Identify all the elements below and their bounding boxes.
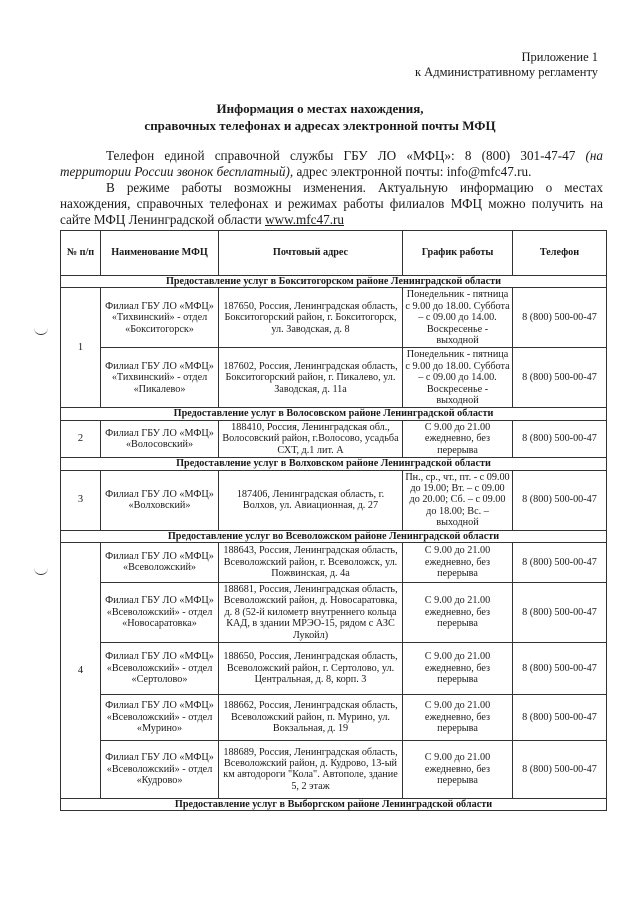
table-row xyxy=(61,542,607,582)
scan-mark xyxy=(34,566,48,575)
header-num: № п/п xyxy=(61,231,101,276)
phone-cell: 8 (800) 500-00-47 xyxy=(513,348,607,408)
phone-cell: 8 (800) 500-00-47 xyxy=(513,542,607,582)
section-row xyxy=(61,530,607,542)
title-line-1: Информация о местах нахождения, xyxy=(216,101,424,116)
address-cell: 187650, Россия, Ленинградская область, Бокситогорский район, г. Бокситогорск, ул. Заводская, д. 8 xyxy=(219,288,403,348)
section-title: Предоставление услуг во Всеволожском районе Ленинградской области xyxy=(61,530,607,542)
phone-cell: 8 (800) 500-00-47 xyxy=(513,740,607,798)
section-title: Предоставление услуг в Волховском районе Ленинградской области xyxy=(61,458,607,470)
section-row xyxy=(61,458,607,470)
schedule-cell: С 9.00 до 21.00 ежедневно, без перерыва xyxy=(403,420,513,457)
address-cell: 188681, Россия, Ленинградская область, Всеволожский район, д. Новосаратовка, д. 8 (52-й километр внутреннего кольца КАД, в здании МРЭО-15, рядом с АЗС Лукойл) xyxy=(219,582,403,642)
intro-p1-italic: (на территории России звонок бесплатный), xyxy=(60,148,603,179)
mfc-name-cell: Филиал ГБУ ЛО «МФЦ» «Волосовский» xyxy=(101,420,219,457)
address-cell: 188410, Россия, Ленинградская обл., Волосовский район, г.Волосово, усадьба СХТ, д.1 лит. А xyxy=(219,420,403,457)
mfc-name-cell: Филиал ГБУ ЛО «МФЦ» «Тихвинский» - отдел «Бокситогорск» xyxy=(101,288,219,348)
row-number: 1 xyxy=(61,288,101,408)
schedule-cell: Понедельник - пятница с 9.00 до 18.00. Суббота – с 09.00 до 14.00. Воскресенье - выходной xyxy=(403,348,513,408)
section-row xyxy=(61,408,607,420)
phone-cell: 8 (800) 500-00-47 xyxy=(513,470,607,530)
website-link[interactable]: www.mfc47.ru xyxy=(265,212,344,227)
table-row xyxy=(61,740,607,798)
row-number: 2 xyxy=(61,420,101,457)
phone-cell: 8 (800) 500-00-47 xyxy=(513,642,607,694)
intro-p1-text-b: адрес электронной почты: info@mfc47.ru. xyxy=(293,164,532,179)
address-cell: 188662, Россия, Ленинградская область, Всеволожский район, п. Мурино, ул. Вокзальная, д. 19 xyxy=(219,694,403,740)
mfc-name-cell: Филиал ГБУ ЛО «МФЦ» «Волховский» xyxy=(101,470,219,530)
header-name: Наименование МФЦ xyxy=(101,231,219,276)
appendix-note xyxy=(415,50,598,80)
document-title xyxy=(0,100,640,134)
title-line-2: справочных телефонах и адресах электронной почты МФЦ xyxy=(144,118,496,133)
mfc-name-cell: Филиал ГБУ ЛО «МФЦ» «Всеволожский» - отдел «Кудрово» xyxy=(101,740,219,798)
intro-paragraph-2 xyxy=(60,180,603,228)
appendix-line-2: к Административному регламенту xyxy=(414,65,598,79)
address-cell: 187406, Ленинградская область, г. Волхов, ул. Авиационная, д. 27 xyxy=(219,470,403,530)
phone-cell: 8 (800) 500-00-47 xyxy=(513,288,607,348)
table-row xyxy=(61,582,607,642)
section-row xyxy=(61,276,607,288)
phone-cell: 8 (800) 500-00-47 xyxy=(513,582,607,642)
address-cell: 188689, Россия, Ленинградская область, Всеволожский район, д. Кудрово, 13-ый км автодороги "Кола". Автополе, здание 5, 2 этаж xyxy=(219,740,403,798)
section-title: Предоставление услуг в Выборгском районе Ленинградской области xyxy=(61,798,607,810)
table-header-row xyxy=(61,231,607,276)
table-body xyxy=(61,276,607,811)
table-row xyxy=(61,694,607,740)
address-cell: 187602, Россия, Ленинградская область, Бокситогорский район, г. Пикалево, ул. Заводская, д. 11а xyxy=(219,348,403,408)
schedule-cell: С 9.00 до 21.00 ежедневно, без перерыва xyxy=(403,694,513,740)
intro-p2-text: В режиме работы возможны изменения. Актуальную информацию о местах нахождения, справочных телефонах и режимах работы филиалов МФЦ можно получить на сайте МФЦ Ленинградской области xyxy=(60,180,603,227)
table-row xyxy=(61,288,607,348)
table-row xyxy=(61,642,607,694)
schedule-cell: Пн., ср., чт., пт. - с 09.00 до 19.00; Вт. – с 09.00 до 20.00; Сб. – с 09.00 до 18.00; Вс. – выходной xyxy=(403,470,513,530)
schedule-cell: С 9.00 до 21.00 ежедневно, без перерыва xyxy=(403,740,513,798)
table-row xyxy=(61,348,607,408)
schedule-cell: С 9.00 до 21.00 ежедневно, без перерыва xyxy=(403,582,513,642)
table-row xyxy=(61,470,607,530)
intro-text xyxy=(60,148,603,228)
mfc-table xyxy=(60,230,607,811)
section-title: Предоставление услуг в Волосовском районе Ленинградской области xyxy=(61,408,607,420)
mfc-name-cell: Филиал ГБУ ЛО «МФЦ» «Всеволожский» - отдел «Новосаратовка» xyxy=(101,582,219,642)
phone-cell: 8 (800) 500-00-47 xyxy=(513,694,607,740)
section-row xyxy=(61,798,607,810)
schedule-cell: Понедельник - пятница с 9.00 до 18.00. Суббота – с 09.00 до 14.00. Воскресенье - выходной xyxy=(403,288,513,348)
row-number: 4 xyxy=(61,542,101,798)
mfc-name-cell: Филиал ГБУ ЛО «МФЦ» «Всеволожский» - отдел «Мурино» xyxy=(101,694,219,740)
table-row xyxy=(61,420,607,457)
mfc-name-cell: Филиал ГБУ ЛО «МФЦ» «Всеволожский» - отдел «Сертолово» xyxy=(101,642,219,694)
schedule-cell: С 9.00 до 21.00 ежедневно, без перерыва xyxy=(403,642,513,694)
section-title: Предоставление услуг в Бокситогорском районе Ленинградской области xyxy=(61,276,607,288)
header-address: Почтовый адрес xyxy=(219,231,403,276)
mfc-name-cell: Филиал ГБУ ЛО «МФЦ» «Тихвинский» - отдел «Пикалево» xyxy=(101,348,219,408)
phone-cell: 8 (800) 500-00-47 xyxy=(513,420,607,457)
header-schedule: График работы xyxy=(403,231,513,276)
appendix-line-1: Приложение 1 xyxy=(521,50,598,64)
header-phone: Телефон xyxy=(513,231,607,276)
scan-mark xyxy=(34,326,48,335)
row-number: 3 xyxy=(61,470,101,530)
intro-paragraph-1 xyxy=(60,148,603,180)
schedule-cell: С 9.00 до 21.00 ежедневно, без перерыва xyxy=(403,542,513,582)
intro-p1-text-a: Телефон единой справочной службы ГБУ ЛО «МФЦ»: 8 (800) 301-47-47 xyxy=(106,148,586,163)
address-cell: 188643, Россия, Ленинградская область, Всеволожский район, г. Всеволожск, ул. Пожвинская, д. 4а xyxy=(219,542,403,582)
address-cell: 188650, Россия, Ленинградская область, Всеволожский район, г. Сертолово, ул. Центральная, д. 8, корп. 3 xyxy=(219,642,403,694)
mfc-name-cell: Филиал ГБУ ЛО «МФЦ» «Всеволожский» xyxy=(101,542,219,582)
